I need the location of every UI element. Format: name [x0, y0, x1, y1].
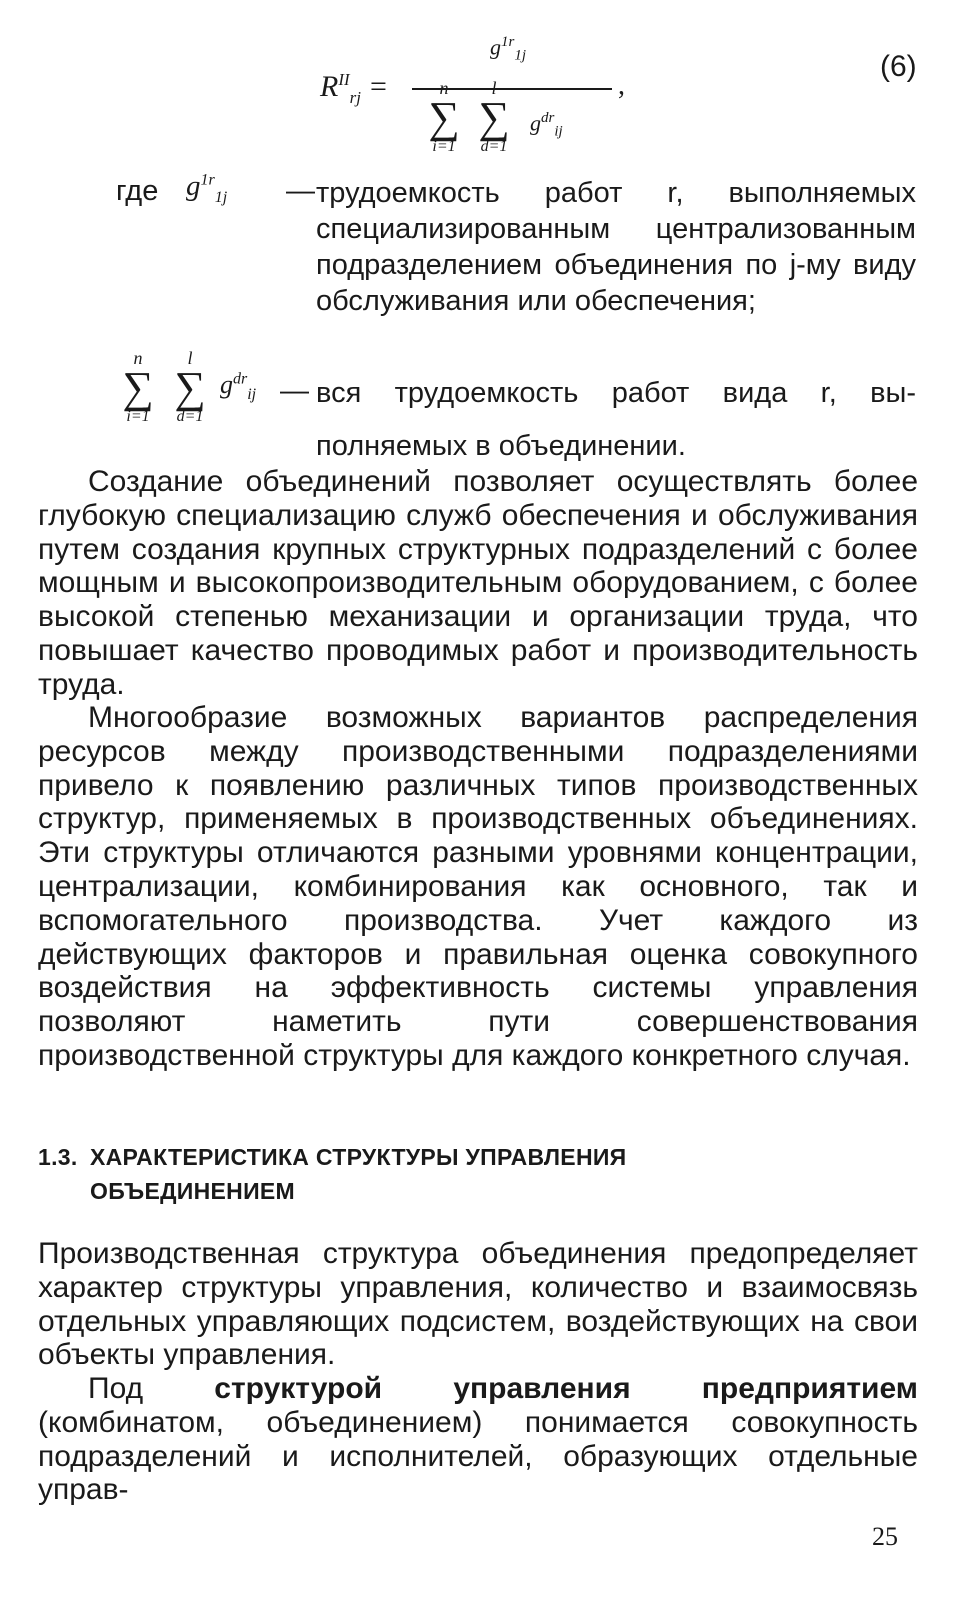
page-number: 25: [872, 1522, 898, 1551]
formula-lhs-sub: rj: [349, 88, 361, 107]
formula-lhs: [320, 70, 361, 108]
sigma-symbol: ∑: [174, 363, 206, 412]
paragraph-2: Многообразие возможных вариантов распределения ресурсов между производственными подразделениями привело к появлению различных типов производственных структур, применяемых в производственных объединениях. Эти структуры отличаются разными уровнями концентрации, централизации, комбинирования как основного, так и вспомогательного производства. Учет каждого из действующих факторов и правильная оценка совокупного воздействия на эффективность системы управления позволяют наметить пути совершенствования производственной структуры для каждого конкретного случая.: [38, 701, 918, 1072]
formula-comma: ,: [618, 70, 625, 101]
definition-text-1: трудоемкость работ r, выполняемых специализированным централизованным подразделением объединения по j-му виду обслуживания или обеспечения;: [316, 177, 916, 317]
numerator-sub: 1j: [514, 47, 527, 64]
denominator-sup: dr: [541, 110, 555, 126]
paragraph-4: [38, 1372, 918, 1507]
formula-6: [320, 18, 660, 168]
paragraph-1: Создание объединений позволяет осуществлять более глубокую специализацию служб обеспечения и обслуживания путем создания крупных структурных подразделений с более мощным и высокопроизводительным оборудованием, с более высокой степенью механизации и организации труда, что повышает качество проводимых работ и производительность труда.: [38, 465, 918, 701]
section-title-line-1: ХАРАКТЕРИСТИКА СТРУКТУРЫ УПРАВЛЕНИЯ: [90, 1144, 627, 1170]
definition-text-2-line-1: вся трудоемкость работ вида r, вы-: [316, 377, 916, 409]
def-sum-i: [116, 348, 160, 426]
equation-number: (6): [880, 50, 917, 83]
def-sum-d-lower-limit: d=1: [176, 408, 204, 425]
sigma-symbol: ∑: [122, 363, 154, 412]
section-title-line-2: ОБЪЕДИНЕНИЕМ: [90, 1178, 295, 1204]
section-heading: [38, 1140, 918, 1208]
formula-numerator: [490, 34, 526, 65]
formula-lhs-sup: II: [338, 70, 350, 89]
sum-i-upper-limit: n: [439, 78, 449, 98]
paragraph-4-term: структурой управления предприятием: [214, 1372, 918, 1405]
sum-i: [422, 78, 466, 156]
sum-i-lower-limit: i=1: [432, 138, 456, 155]
denominator-sub: ij: [554, 123, 563, 140]
def-sum-d-upper-limit: l: [187, 348, 193, 368]
definition-dash-1: —: [286, 175, 315, 207]
sum-d: [472, 78, 516, 156]
symbol-1-base: g: [186, 170, 201, 202]
symbol-1-sub: 1j: [214, 188, 228, 206]
def-sum-i-lower-limit: i=1: [126, 408, 150, 425]
paragraph-4-rest: (комбинатом, объединением) понимается совокупность подразделений и исполнителей, образующих отдельные управ-: [38, 1405, 918, 1507]
definition-symbol-1: [186, 170, 227, 207]
symbol-2-sup: dr: [233, 370, 248, 388]
denominator-base: g: [530, 110, 541, 136]
def-g-term: [220, 370, 256, 404]
definition-text-2-line-2: полняемых в объединении.: [316, 430, 686, 462]
definition-where: где: [116, 175, 159, 207]
numerator-base: g: [490, 34, 501, 60]
formula-equals: =: [370, 70, 387, 103]
sigma-symbol: ∑: [428, 93, 460, 142]
symbol-2-sub: ij: [247, 386, 257, 404]
numerator-sup: 1r: [501, 34, 515, 50]
def-sum-i-upper-limit: n: [133, 348, 143, 368]
paragraph-3: Производственная структура объединения предопределяет характер структуры управления, количество и взаимосвязь отдельных управляющих подсистем, воздействующих на свои объекты управления.: [38, 1237, 918, 1372]
definition-dash-2: —: [280, 375, 309, 407]
section-number: 1.3.: [38, 1144, 78, 1170]
sigma-symbol: ∑: [478, 93, 510, 142]
sum-d-upper-limit: l: [491, 78, 497, 98]
paragraph-4-start: Под: [88, 1372, 215, 1405]
symbol-1-sup: 1r: [200, 171, 215, 189]
formula-lhs-base: R: [320, 70, 339, 103]
def-sum-d: [168, 348, 212, 426]
symbol-2-base: g: [220, 370, 233, 399]
sum-d-lower-limit: d=1: [480, 138, 508, 155]
denominator-term: [530, 110, 563, 141]
